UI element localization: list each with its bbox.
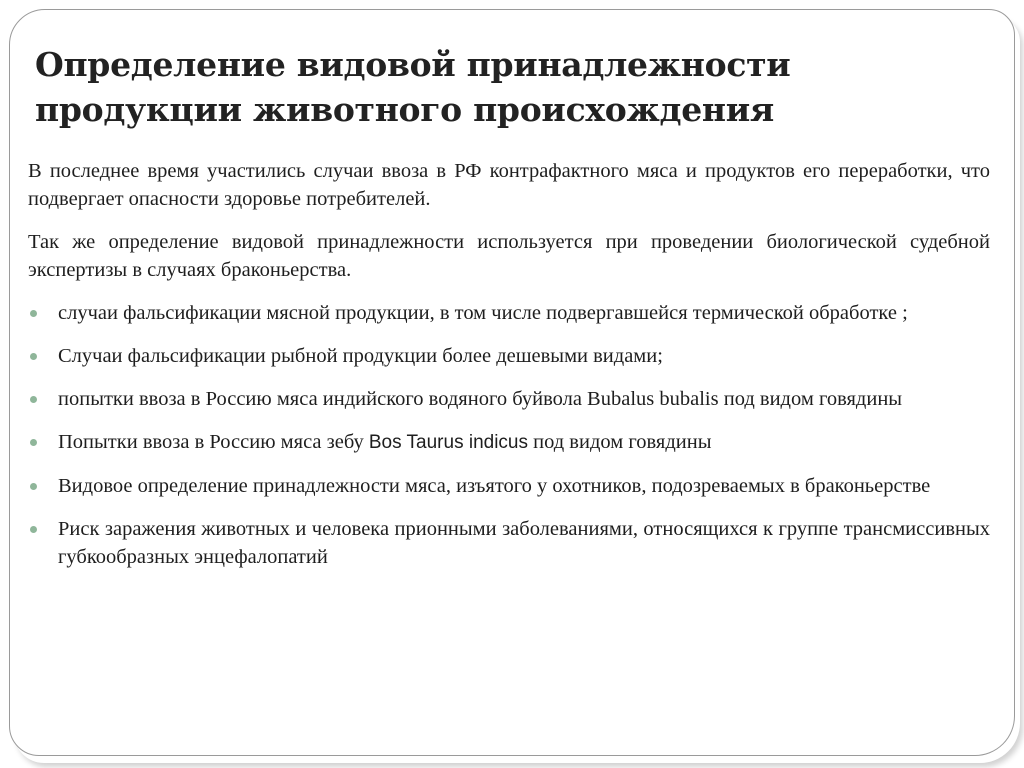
forensic-paragraph: Так же определение видовой принадлежности используется при проведении биологической судебной экспертизы в случаях браконьерства. [28, 231, 990, 281]
bullet-dot-icon [30, 526, 37, 533]
bullet-list [28, 299, 990, 571]
species-name: Bos Taurus indicus [368, 432, 528, 453]
bullet-dot-icon [30, 483, 37, 490]
list-item [28, 385, 990, 413]
slide-body [28, 157, 990, 586]
bullet-dot-icon [30, 310, 37, 317]
bullet-dot-icon [30, 353, 37, 360]
list-item-text: Риск заражения животных и человека прионными заболеваниями, относящихся к группе трансмиссивных губкообразных энцефалопатий [58, 518, 990, 568]
slide-title: Определение видовой принадлежности продукции животного происхождения [35, 45, 791, 129]
list-item-text: попытки ввоза в Россию мяса индийского водяного буйвола Bubalus bubalis под видом говядины [58, 388, 903, 410]
bullet-dot-icon [30, 396, 37, 403]
list-item [28, 428, 990, 457]
intro-paragraph: В последнее время участились случаи ввоза в РФ контрафактного мяса и продуктов его переработки, что подвергает опасности здоровье потребителей. [28, 160, 990, 210]
list-item [28, 299, 990, 327]
list-item [28, 472, 990, 500]
list-item-text-after: под видом говядины [528, 431, 712, 453]
list-item-text: Видовое определение принадлежности мяса, изъятого у охотников, подозреваемых в браконьерстве [58, 475, 931, 497]
list-item-text: случаи фальсификации мясной продукции, в том числе подвергавшейся термической обработке ; [58, 302, 908, 324]
list-item [28, 515, 990, 571]
list-item-text: Случаи фальсификации рыбной продукции более дешевыми видами; [58, 345, 663, 367]
bullet-dot-icon [30, 439, 37, 446]
list-item [28, 342, 990, 370]
list-item-text-before: Попытки ввоза в Россию мяса зебу [58, 431, 369, 453]
